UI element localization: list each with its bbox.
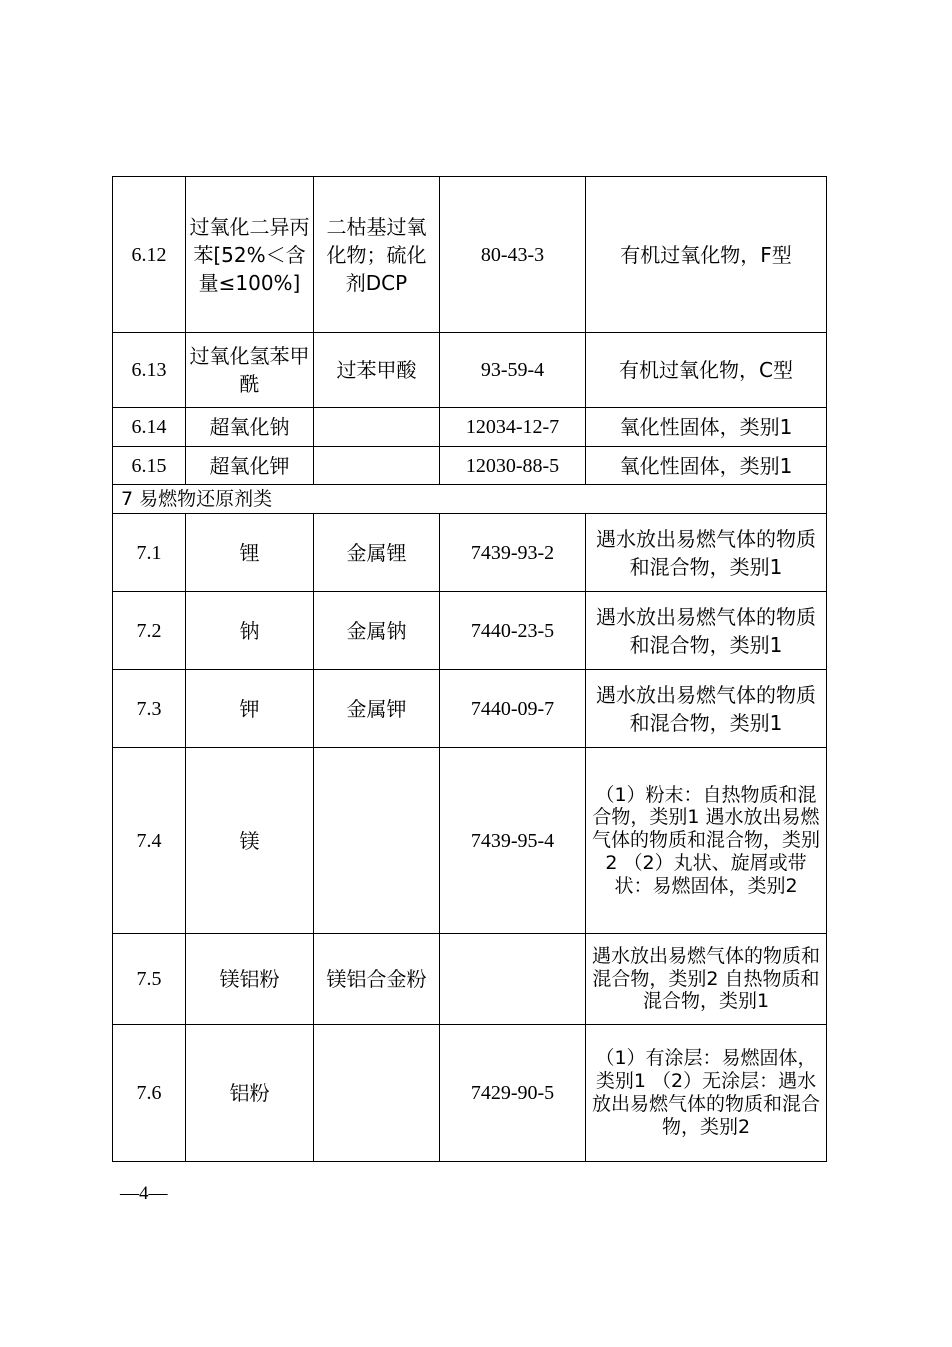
chemical-name: 铝粉 bbox=[186, 1025, 314, 1162]
cas-number: 93-59-4 bbox=[440, 333, 586, 408]
hazard-class: 氧化性固体，类别1 bbox=[586, 447, 827, 485]
chemical-alias: 金属钾 bbox=[314, 670, 440, 748]
chemical-table bbox=[112, 176, 827, 1162]
table-row bbox=[113, 177, 827, 333]
chemical-name: 过氧化二异丙苯[52%＜含量≤100%] bbox=[186, 177, 314, 333]
table-row bbox=[113, 333, 827, 408]
chemical-name: 超氧化钠 bbox=[186, 408, 314, 447]
cas-number: 7440-09-7 bbox=[440, 670, 586, 748]
chemical-alias: 过苯甲酸 bbox=[314, 333, 440, 408]
hazard-class: 遇水放出易燃气体的物质和混合物，类别1 bbox=[586, 514, 827, 592]
chemical-alias: 金属锂 bbox=[314, 514, 440, 592]
row-number: 6.14 bbox=[113, 408, 186, 447]
hazard-class: 遇水放出易燃气体的物质和混合物，类别2 自热物质和混合物，类别1 bbox=[586, 934, 827, 1025]
cas-number: 7429-90-5 bbox=[440, 1025, 586, 1162]
table-row bbox=[113, 592, 827, 670]
cas-number: 7439-93-2 bbox=[440, 514, 586, 592]
table-row bbox=[113, 447, 827, 485]
row-number: 6.15 bbox=[113, 447, 186, 485]
chemical-name: 钠 bbox=[186, 592, 314, 670]
cas-number bbox=[440, 934, 586, 1025]
table-row bbox=[113, 670, 827, 748]
hazard-class: （1）粉末：自热物质和混合物，类别1 遇水放出易燃气体的物质和混合物，类别2 （2）丸状、旋屑或带状：易燃固体，类别2 bbox=[586, 748, 827, 934]
chemical-name: 钾 bbox=[186, 670, 314, 748]
hazard-class: （1）有涂层：易燃固体，类别1 （2）无涂层：遇水放出易燃气体的物质和混合物，类别2 bbox=[586, 1025, 827, 1162]
chemical-name: 过氧化氢苯甲酰 bbox=[186, 333, 314, 408]
chemical-alias: 金属钠 bbox=[314, 592, 440, 670]
chemical-alias bbox=[314, 408, 440, 447]
hazard-class: 氧化性固体，类别1 bbox=[586, 408, 827, 447]
section-heading: 7 易燃物还原剂类 bbox=[113, 485, 827, 514]
chemical-alias: 二枯基过氧化物；硫化剂DCP bbox=[314, 177, 440, 333]
row-number: 7.2 bbox=[113, 592, 186, 670]
row-number: 7.6 bbox=[113, 1025, 186, 1162]
row-number: 7.1 bbox=[113, 514, 186, 592]
chemical-alias bbox=[314, 1025, 440, 1162]
table-row bbox=[113, 934, 827, 1025]
row-number: 7.4 bbox=[113, 748, 186, 934]
hazard-class: 遇水放出易燃气体的物质和混合物，类别1 bbox=[586, 592, 827, 670]
table-row bbox=[113, 514, 827, 592]
table-row bbox=[113, 748, 827, 934]
row-number: 6.13 bbox=[113, 333, 186, 408]
chemical-name: 镁铝粉 bbox=[186, 934, 314, 1025]
row-number: 6.12 bbox=[113, 177, 186, 333]
chemical-alias: 镁铝合金粉 bbox=[314, 934, 440, 1025]
section-row bbox=[113, 485, 827, 514]
cas-number: 7440-23-5 bbox=[440, 592, 586, 670]
cas-number: 7439-95-4 bbox=[440, 748, 586, 934]
chemical-alias bbox=[314, 447, 440, 485]
row-number: 7.3 bbox=[113, 670, 186, 748]
chemical-name: 超氧化钾 bbox=[186, 447, 314, 485]
chemical-alias bbox=[314, 748, 440, 934]
hazard-class: 有机过氧化物，C型 bbox=[586, 333, 827, 408]
cas-number: 12034-12-7 bbox=[440, 408, 586, 447]
table-row bbox=[113, 408, 827, 447]
hazard-class: 有机过氧化物，F型 bbox=[586, 177, 827, 333]
cas-number: 12030-88-5 bbox=[440, 447, 586, 485]
chemical-name: 镁 bbox=[186, 748, 314, 934]
cas-number: 80-43-3 bbox=[440, 177, 586, 333]
chemical-name: 锂 bbox=[186, 514, 314, 592]
page-number: —4— bbox=[120, 1183, 168, 1204]
hazard-class: 遇水放出易燃气体的物质和混合物，类别1 bbox=[586, 670, 827, 748]
row-number: 7.5 bbox=[113, 934, 186, 1025]
table-row bbox=[113, 1025, 827, 1162]
